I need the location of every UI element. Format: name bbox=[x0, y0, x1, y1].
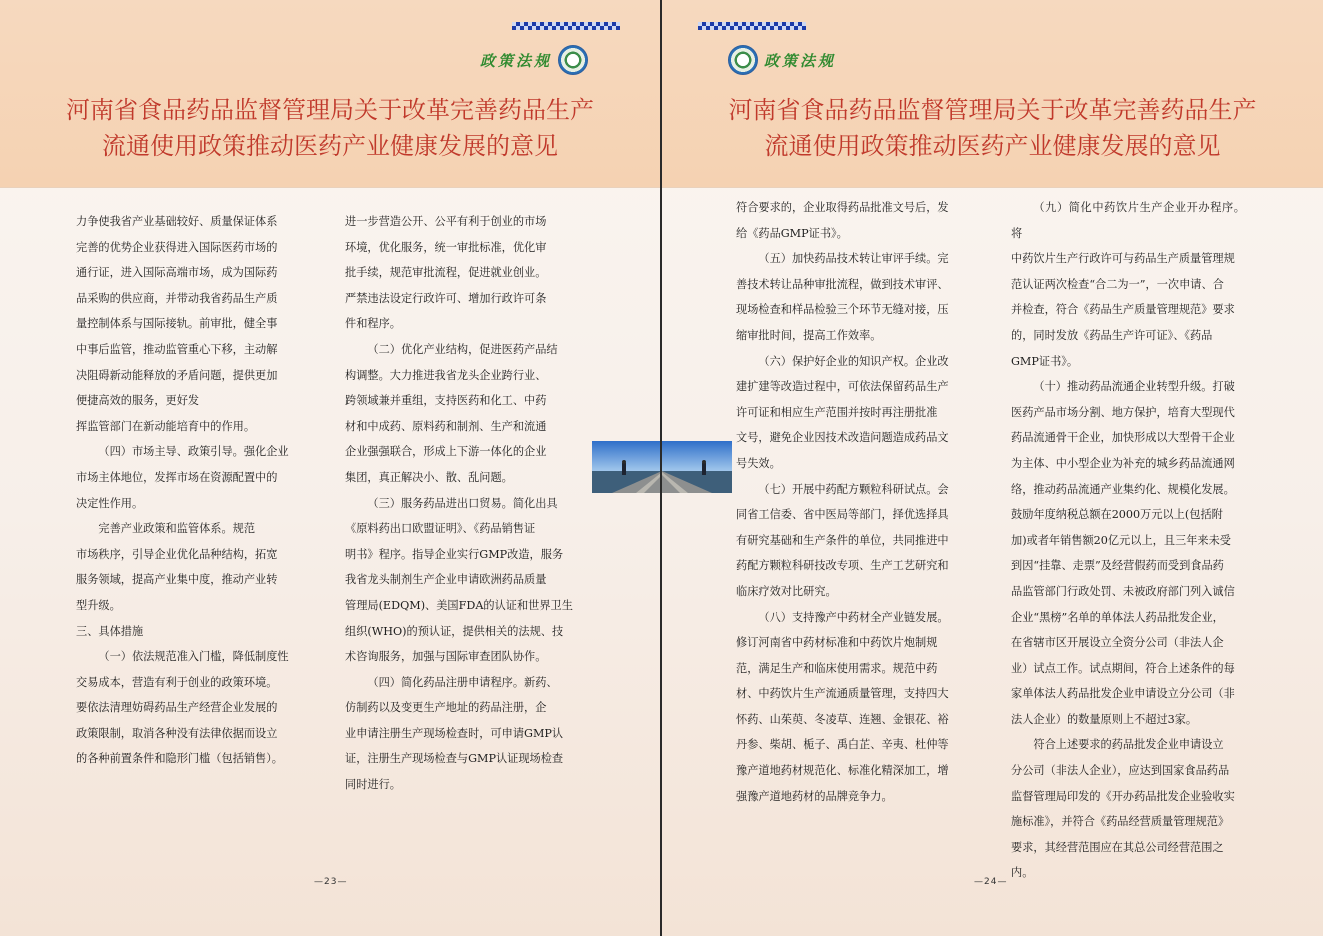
text-line: （八）支持豫产中药材全产业链发展。 bbox=[758, 610, 949, 624]
text-line: 医药产品市场分割、地方保护，培育大型现代 bbox=[1011, 405, 1235, 419]
text-line: 修订河南省中药材标准和中药饮片炮制规 bbox=[736, 636, 938, 650]
checker-stripe bbox=[512, 22, 620, 30]
page-number: —23— bbox=[314, 877, 348, 887]
text-line: 临床疗效对比研究。 bbox=[736, 584, 837, 598]
text-line: 鼓励年度纳税总额在2000万元以上(包括附 bbox=[1011, 508, 1223, 522]
right-column-1 bbox=[736, 195, 970, 809]
text-line: 给《药品GMP证书》。 bbox=[736, 226, 848, 240]
text-line: 《原料药出口欧盟证明》、《药品销售证 bbox=[345, 522, 536, 536]
text-line: 中药饮片生产行政许可与药品生产质量管理规 bbox=[1011, 252, 1235, 266]
title-line-1: 河南省食品药品监督管理局关于改革完善药品生产 bbox=[66, 96, 594, 124]
section-logo bbox=[728, 42, 836, 78]
text-line: 品监管部门行政处罚、未被政府部门列入诚信 bbox=[1011, 584, 1235, 598]
text-line: 要依法清理妨碍药品生产经营企业发展的 bbox=[76, 701, 278, 715]
text-line: 怀药、山茱萸、冬凌草、连翘、金银花、裕 bbox=[736, 712, 949, 726]
text-line: （四）简化药品注册申请程序。新药、 bbox=[367, 675, 558, 689]
text-line: 业申请注册生产现场检查时，可申请GMP认 bbox=[345, 726, 564, 740]
text-line: 络，推动药品流通产业集约化、规模化发展。 bbox=[1011, 482, 1235, 496]
text-line: 企业“黑榜”名单的单体法人药品批发企业， bbox=[1011, 610, 1224, 624]
text-line: 符合上述要求的药品批发企业申请设立 bbox=[1033, 738, 1224, 752]
page-title bbox=[0, 92, 660, 164]
text-line: 中事后监管，推动监管重心下移，主动解 bbox=[76, 342, 278, 356]
text-line: 建扩建等改造过程中，可依法保留药品生产 bbox=[736, 380, 949, 394]
emblem-icon bbox=[728, 45, 758, 75]
left-column-1 bbox=[76, 209, 304, 772]
text-line: 许可证和相应生产范围并按时再注册批准 bbox=[736, 405, 938, 419]
text-line: 号失效。 bbox=[736, 456, 781, 470]
text-line: 加)或者年销售额20亿元以上，且三年来未受 bbox=[1011, 533, 1231, 547]
text-line: 的，同时发放《药品生产许可证》、《药品 bbox=[1011, 328, 1213, 342]
text-line: 力争使我省产业基础较好、质量保证体系 bbox=[76, 215, 278, 228]
text-line: 同时进行。 bbox=[345, 778, 401, 792]
text-line: 术咨询服务，加强与国际审查团队协作。 bbox=[345, 650, 547, 664]
text-line: 法人企业）的数量原则上不超过3家。 bbox=[1011, 712, 1198, 726]
pier-photo-right-half bbox=[662, 441, 732, 493]
text-line: （三）服务药品进出口贸易。简化出具 bbox=[367, 496, 558, 510]
text-line: 业）试点工作。试点期间，符合上述条件的每 bbox=[1011, 661, 1235, 675]
text-line: 环境，优化服务，统一审批标准，优化审 bbox=[345, 240, 547, 254]
text-line: 豫产道地药材规范化、标准化精深加工，增 bbox=[736, 764, 949, 778]
text-line: 决阻碍新动能释放的矛盾问题，提供更加 bbox=[76, 368, 278, 382]
text-line: 范认证两次检查“合二为一”，一次申请、合 bbox=[1011, 277, 1224, 291]
text-line: 交易成本，营造有利于创业的政策环境。 bbox=[76, 675, 278, 689]
text-line: 药品流通骨干企业，加快形成以大型骨干企业 bbox=[1011, 431, 1235, 445]
text-line: 完善的优势企业获得进入国际医药市场的 bbox=[76, 240, 278, 254]
text-line: 在省辖市区开展设立全资分公司（非法人企 bbox=[1011, 636, 1224, 650]
text-line: 范，满足生产和临床使用需求。规范中药 bbox=[736, 661, 938, 675]
text-line: 跨领域兼并重组，支持医药和化工、中药 bbox=[345, 394, 547, 408]
left-page bbox=[0, 0, 660, 936]
pier-photo-left-half bbox=[592, 441, 660, 493]
text-line: 通行证，进入国际高端市场，成为国际药 bbox=[76, 266, 278, 280]
text-line: 量控制体系与国际接轨。前审批，健全事 bbox=[76, 317, 278, 331]
text-line: 企业强强联合，形成上下游一体化的企业 bbox=[345, 445, 547, 459]
text-line: 便捷高效的服务，更好发 bbox=[76, 394, 200, 408]
text-line: 同省工信委、省中医局等部门，择优选择具 bbox=[736, 508, 949, 522]
text-line: 市场主体地位，发挥市场在资源配置中的 bbox=[76, 470, 278, 484]
text-line: 件和程序。 bbox=[345, 317, 401, 331]
checker-stripe bbox=[698, 22, 806, 30]
text-line: （一）依法规范准入门槛，降低制度性 bbox=[98, 650, 289, 664]
text-line: 有研究基础和生产条件的单位，共同推进中 bbox=[736, 533, 949, 547]
text-line: 集团，真正解决小、散、乱问题。 bbox=[345, 470, 513, 484]
text-line: 要求，其经营范围应在其总公司经营范围之 bbox=[1011, 840, 1224, 854]
text-line: GMP证书》。 bbox=[1011, 354, 1079, 368]
text-line: 家单体法人药品批发企业申请设立分公司（非 bbox=[1011, 687, 1235, 701]
text-line: 仿制药以及变更生产地址的药品注册，企 bbox=[345, 701, 547, 715]
text-line: 管理局(EDQM)、美国FDA的认证和世界卫生 bbox=[345, 598, 573, 612]
text-line: 政策限制，取消各种没有法律依据而设立 bbox=[76, 726, 278, 740]
page-number: —24— bbox=[974, 877, 1008, 887]
text-line: 缩审批时间，提高工作效率。 bbox=[736, 328, 882, 342]
text-line: 文号，避免企业因技术改造问题造成药品文 bbox=[736, 431, 949, 445]
section-logo bbox=[480, 42, 588, 78]
section-label: 政策法规 bbox=[479, 51, 552, 70]
title-line-2: 流通使用政策推动医药产业健康发展的意见 bbox=[764, 132, 1221, 160]
pier-photo-graphic bbox=[662, 441, 732, 493]
text-line: 并检查，符合《药品生产质量管理规范》要求 bbox=[1011, 303, 1235, 317]
text-line: （十）推动药品流通企业转型升级。打破 bbox=[1033, 380, 1235, 394]
section-label: 政策法规 bbox=[764, 51, 837, 70]
text-line: 丹参、柴胡、栀子、禹白芷、辛夷、杜仲等 bbox=[736, 738, 949, 752]
text-line: 明书》程序。指导企业实行GMP改造，服务 bbox=[345, 547, 564, 561]
text-line: 现场检查和样品检验三个环节无缝对接，压 bbox=[736, 303, 949, 317]
title-line-2: 流通使用政策推动医药产业健康发展的意见 bbox=[102, 132, 558, 160]
text-line: 药配方颗粒科研技改专项、生产工艺研究和 bbox=[736, 559, 949, 573]
text-line: 的各种前置条件和隐形门槛（包括销售）。 bbox=[76, 752, 283, 766]
text-line: 挥监管部门在新动能培育中的作用。 bbox=[76, 419, 256, 433]
text-line: 符合要求的，企业取得药品批准文号后，发 bbox=[736, 201, 949, 214]
left-column-2 bbox=[345, 209, 577, 798]
text-line: 构调整。大力推进我省龙头企业跨行业、 bbox=[345, 368, 547, 382]
right-column-2 bbox=[1011, 195, 1245, 886]
text-line: 我省龙头制剂生产企业申请欧洲药品质量 bbox=[345, 573, 547, 587]
text-line: （九）简化中药饮片生产企业开办程序。将 bbox=[1011, 201, 1245, 240]
text-line: （六）保护好企业的知识产权。企业改 bbox=[758, 354, 949, 368]
text-line: 批手续，规范审批流程，促进就业创业。 bbox=[345, 266, 547, 280]
text-line: 决定性作用。 bbox=[76, 496, 144, 510]
pier-photo-graphic bbox=[592, 441, 660, 493]
text-line: （四）市场主导、政策引导。强化企业 bbox=[98, 445, 289, 459]
text-line: 服务领域，提高产业集中度，推动产业转 bbox=[76, 573, 278, 587]
text-line: 材、中药饮片生产流通质量管理，支持四大 bbox=[736, 687, 949, 701]
text-line: 严禁违法设定行政许可、增加行政许可条 bbox=[345, 291, 547, 305]
text-line: 进一步营造公开、公平有利于创业的市场 bbox=[345, 215, 547, 228]
text-line: 分公司（非法人企业），应达到国家食品药品 bbox=[1011, 764, 1230, 778]
text-line: 到因“挂靠、走票”及经营假药而受到食品药 bbox=[1011, 559, 1224, 573]
text-line: 品采购的供应商，并带动我省药品生产质 bbox=[76, 291, 278, 305]
text-line: 内。 bbox=[1011, 866, 1034, 880]
text-line: 证，注册生产现场检查与GMP认证现场检查 bbox=[345, 752, 564, 766]
right-page bbox=[662, 0, 1323, 936]
text-line: 施标准》，并符合《药品经营质量管理规范》 bbox=[1011, 815, 1230, 829]
text-line: （七）开展中药配方颗粒科研试点。会 bbox=[758, 482, 949, 496]
text-line: （二）优化产业结构，促进医药产品结 bbox=[367, 342, 558, 356]
text-line: 市场秩序，引导企业优化品种结构，拓宽 bbox=[76, 547, 278, 561]
text-line: 型升级。 bbox=[76, 598, 121, 612]
text-line: （五）加快药品技术转让审评手续。完 bbox=[758, 252, 949, 266]
text-line: 完善产业政策和监管体系。规范 bbox=[98, 522, 256, 536]
emblem-icon bbox=[558, 45, 588, 75]
text-line: 组织(WHO)的预认证，提供相关的法规、技 bbox=[345, 624, 564, 638]
title-line-1: 河南省食品药品监督管理局关于改革完善药品生产 bbox=[728, 96, 1257, 124]
text-line: 监督管理局印发的《开办药品批发企业验收实 bbox=[1011, 789, 1235, 803]
text-line: 三、具体措施 bbox=[76, 624, 144, 638]
text-line: 材和中成药、原料药和制剂、生产和流通 bbox=[345, 419, 547, 433]
page-title bbox=[662, 92, 1323, 164]
text-line: 为主体、中小型企业为补充的城乡药品流通网 bbox=[1011, 456, 1235, 470]
text-line: 强豫产道地药材的品牌竞争力。 bbox=[736, 789, 893, 803]
text-line: 善技术转让品种审批流程，做到技术审评、 bbox=[736, 277, 949, 291]
